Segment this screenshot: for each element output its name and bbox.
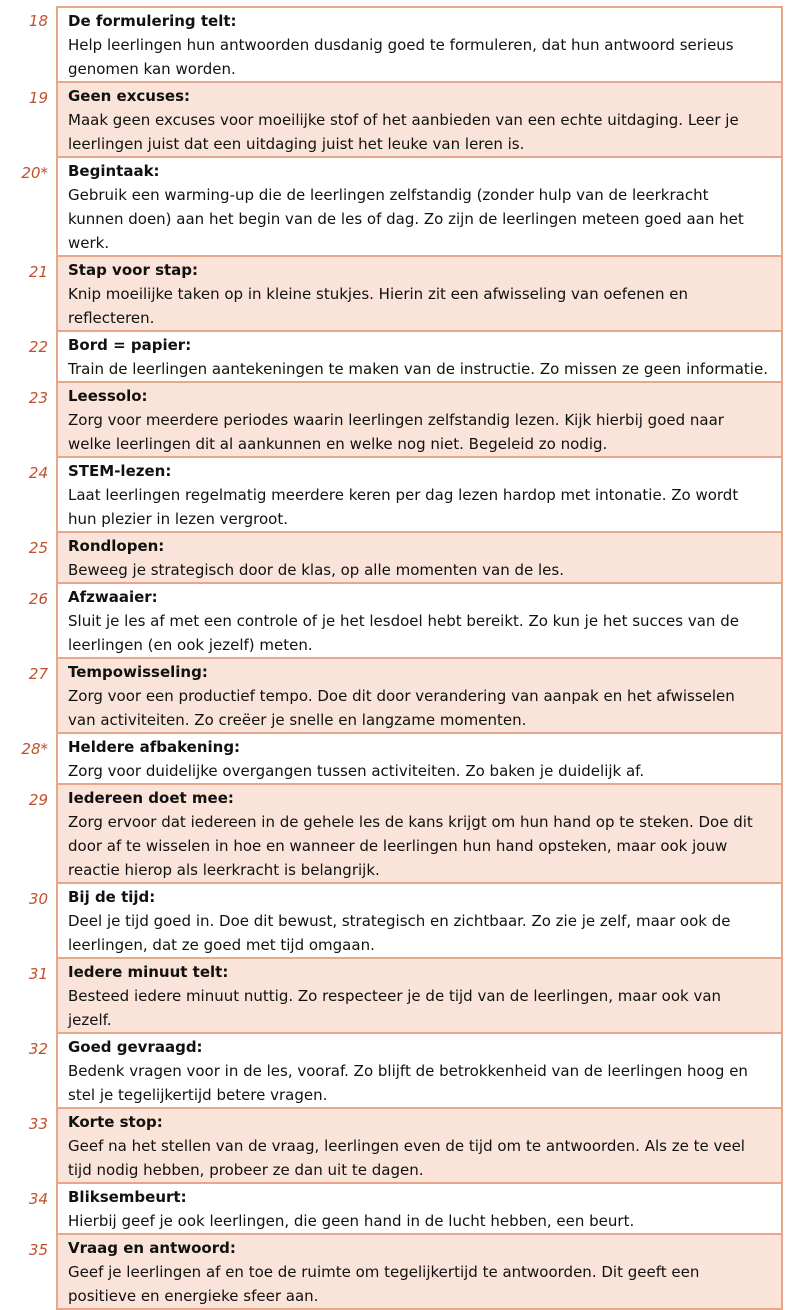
row-number: 19 — [28, 89, 48, 107]
row-content — [56, 158, 783, 257]
table-row — [0, 584, 790, 659]
table-row — [0, 6, 790, 83]
row-content — [56, 6, 783, 83]
technique-title: Bord = papier: — [68, 336, 192, 354]
row-content — [56, 533, 783, 584]
technique-title: De formulering telt: — [68, 12, 237, 30]
technique-description-line: Zorg voor een productief tempo. Doe dit door verandering van aanpak en het afwisselen — [68, 687, 735, 705]
row-number: 35 — [28, 1241, 48, 1259]
row-number: 18 — [28, 12, 48, 30]
technique-title: Bliksembeurt: — [68, 1188, 187, 1206]
row-content — [56, 257, 783, 332]
row-number: 33 — [28, 1115, 48, 1133]
row-content — [56, 734, 783, 785]
technique-description-line: Beweeg je strategisch door de klas, op alle momenten van de les. — [68, 561, 564, 579]
technique-title: Goed gevraagd: — [68, 1038, 203, 1056]
technique-description-line: welke leerlingen dit al aankunnen en welke nog niet. Begeleid zo nodig. — [68, 435, 608, 453]
techniques-table — [0, 6, 790, 1310]
row-number: 24 — [28, 464, 48, 482]
technique-title: Afzwaaier: — [68, 588, 158, 606]
technique-description-line: leerlingen (en ook jezelf) meten. — [68, 636, 313, 654]
row-content — [56, 83, 783, 158]
technique-description-line: door af te wisselen in hoe en wanneer de leerlingen hun hand opsteken, maar ook jouw — [68, 837, 728, 855]
row-number: 30 — [28, 890, 48, 908]
technique-title: Vraag en antwoord: — [68, 1239, 236, 1257]
row-number: 27 — [28, 665, 48, 683]
row-number: 29 — [28, 791, 48, 809]
table-row — [0, 1109, 790, 1184]
technique-description-line: kunnen doen) aan het begin van de les of dag. Zo zijn de leerlingen meteen goed aan het — [68, 210, 744, 228]
row-content — [56, 332, 783, 383]
technique-title: Tempowisseling: — [68, 663, 208, 681]
technique-title: Iedere minuut telt: — [68, 963, 229, 981]
technique-description-line: Train de leerlingen aantekeningen te maken van de instructie. Zo missen ze geen informatie. — [68, 360, 768, 378]
technique-title: Leessolo: — [68, 387, 148, 405]
technique-description-line: reactie hierop als leerkracht is belangrijk. — [68, 861, 380, 879]
table-row — [0, 332, 790, 383]
technique-title: Stap voor stap: — [68, 261, 199, 279]
row-content — [56, 458, 783, 533]
row-number: 21 — [28, 263, 48, 281]
technique-description-line: werk. — [68, 234, 110, 252]
technique-description-line: Knip moeilijke taken op in kleine stukjes. Hierin zit een afwisseling van oefenen en — [68, 285, 689, 303]
row-content — [56, 959, 783, 1034]
technique-description-line: reflecteren. — [68, 309, 155, 327]
row-content — [56, 659, 783, 734]
table-row — [0, 959, 790, 1034]
row-number: 32 — [28, 1040, 48, 1058]
technique-description-line: Zorg voor duidelijke overgangen tussen activiteiten. Zo baken je duidelijk af. — [68, 762, 645, 780]
technique-description-line: Gebruik een warming-up die de leerlingen zelfstandig (zonder hulp van de leerkracht — [68, 186, 709, 204]
technique-description-line: Geef na het stellen van de vraag, leerlingen even de tijd om te antwoorden. Als ze te veel — [68, 1137, 745, 1155]
row-number: 34 — [28, 1190, 48, 1208]
table-row — [0, 1235, 790, 1310]
technique-description-line: jezelf. — [68, 1011, 112, 1029]
row-number: 31 — [28, 965, 48, 983]
technique-description-line: Deel je tijd goed in. Doe dit bewust, strategisch en zichtbaar. Zo zie je zelf, maar ook de — [68, 912, 731, 930]
technique-description-line: Laat leerlingen regelmatig meerdere keren per dag lezen hardop met intonatie. Zo wordt — [68, 486, 739, 504]
technique-description-line: Maak geen excuses voor moeilijke stof of het aanbieden van een echte uitdaging. Leer je — [68, 111, 739, 129]
technique-description-line: leerlingen, dat ze goed met tijd omgaan. — [68, 936, 375, 954]
row-number: 28* — [21, 740, 48, 758]
technique-title: Korte stop: — [68, 1113, 163, 1131]
table-row — [0, 158, 790, 257]
technique-description-line: positieve en energieke sfeer aan. — [68, 1287, 319, 1305]
technique-title: Rondlopen: — [68, 537, 165, 555]
technique-description-line: Bedenk vragen voor in de les, vooraf. Zo blijft de betrokkenheid van de leerlingen hoog en — [68, 1062, 748, 1080]
table-row — [0, 1184, 790, 1235]
technique-description-line: Hierbij geef je ook leerlingen, die geen hand in de lucht hebben, een beurt. — [68, 1212, 635, 1230]
row-number: 20* — [21, 164, 48, 182]
table-row — [0, 785, 790, 884]
row-content — [56, 1109, 783, 1184]
table-row — [0, 734, 790, 785]
row-content — [56, 884, 783, 959]
row-number: 22 — [28, 338, 48, 356]
row-number: 25 — [28, 539, 48, 557]
row-content — [56, 1184, 783, 1235]
table-row — [0, 659, 790, 734]
technique-title: Iedereen doet mee: — [68, 789, 234, 807]
table-row — [0, 257, 790, 332]
technique-description-line: Zorg voor meerdere periodes waarin leerlingen zelfstandig lezen. Kijk hierbij goed naar — [68, 411, 724, 429]
row-content — [56, 584, 783, 659]
row-number: 26 — [28, 590, 48, 608]
technique-title: Begintaak: — [68, 162, 160, 180]
table-row — [0, 83, 790, 158]
technique-description-line: Besteed iedere minuut nuttig. Zo respecteer je de tijd van de leerlingen, maar ook van — [68, 987, 722, 1005]
technique-description-line: Zorg ervoor dat iedereen in de gehele les de kans krijgt om hun hand op te steken. Doe dit — [68, 813, 753, 831]
technique-description-line: van activiteiten. Zo creëer je snelle en langzame momenten. — [68, 711, 527, 729]
technique-description-line: Sluit je les af met een controle of je het lesdoel hebt bereikt. Zo kun je het succes van de — [68, 612, 739, 630]
technique-description-line: leerlingen juist dat een uitdaging juist het leuke van leren is. — [68, 135, 525, 153]
row-content — [56, 785, 783, 884]
technique-description-line: stel je tegelijkertijd betere vragen. — [68, 1086, 328, 1104]
technique-title: STEM-lezen: — [68, 462, 172, 480]
technique-description-line: genomen kan worden. — [68, 60, 236, 78]
row-number: 23 — [28, 389, 48, 407]
technique-title: Geen excuses: — [68, 87, 191, 105]
table-row — [0, 383, 790, 458]
technique-title: Heldere afbakening: — [68, 738, 241, 756]
technique-description-line: Help leerlingen hun antwoorden dusdanig goed te formuleren, dat hun antwoord serieus — [68, 36, 734, 54]
technique-title: Bij de tijd: — [68, 888, 156, 906]
row-content — [56, 1235, 783, 1310]
table-row — [0, 533, 790, 584]
table-row — [0, 1034, 790, 1109]
row-content — [56, 383, 783, 458]
technique-description-line: hun plezier in lezen vergroot. — [68, 510, 288, 528]
row-content — [56, 1034, 783, 1109]
table-row — [0, 884, 790, 959]
technique-description-line: Geef je leerlingen af en toe de ruimte om tegelijkertijd te antwoorden. Dit geeft een — [68, 1263, 700, 1281]
table-row — [0, 458, 790, 533]
technique-description-line: tijd nodig hebben, probeer ze dan uit te dagen. — [68, 1161, 424, 1179]
